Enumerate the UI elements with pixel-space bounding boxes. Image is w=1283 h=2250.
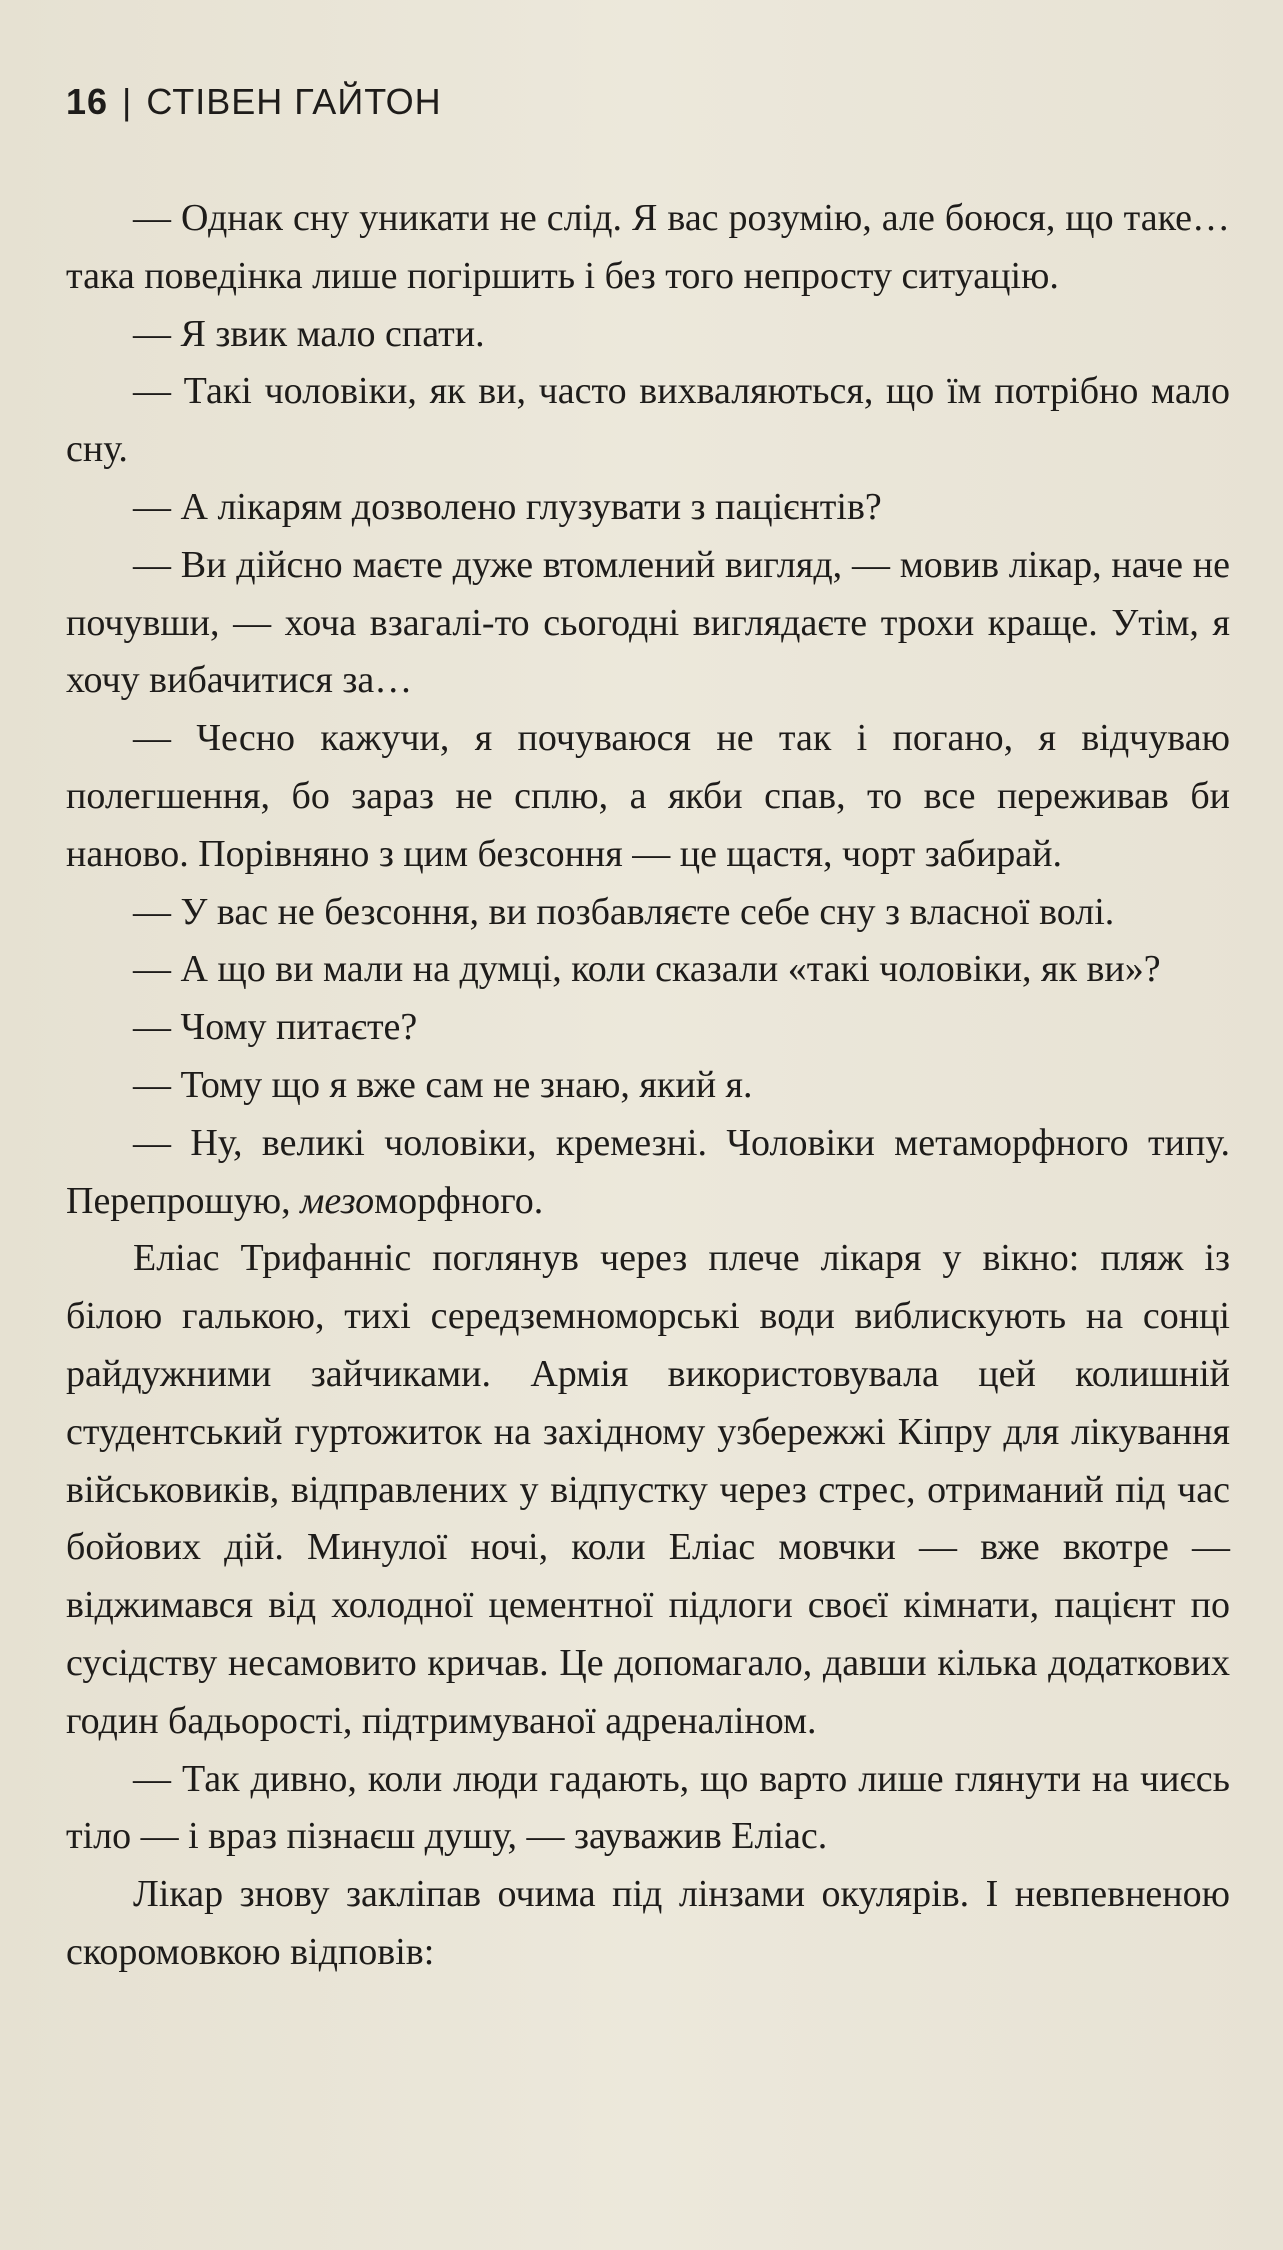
author-name: СТІВЕН ГАЙТОН: [146, 81, 442, 122]
body-text: [66, 190, 1230, 1982]
paragraph: — Так дивно, коли люди гадають, що варто лише глянути на чиєсь тіло — і враз пізнаєш душу, — зауважив Еліас.: [66, 1757, 1230, 1858]
paragraph: — Чесно кажучи, я почуваюся не так і погано, я відчуваю полегшення, бо зараз не сплю, а якби спав, то все переживав би наново. Порівняно з цим безсоння — це щастя, чорт забирай.: [66, 717, 1230, 875]
paragraph: — А що ви мали на думці, коли сказали «такі чоловіки, як ви»?: [133, 948, 1161, 991]
emphasis-text: мезо: [300, 1179, 375, 1222]
paragraph: — Ви дійсно маєте дуже втомлений вигляд, — мовив лікар, наче не почувши, — хоча взагалі-то сьогодні виглядаєте трохи краще. Утім, я хочу вибачитися за…: [66, 543, 1230, 702]
paragraph: — Однак сну уникати не слід. Я вас розумію, але боюся, що таке… така поведінка лише погіршить і без того непросту ситуацію.: [66, 197, 1230, 297]
paragraph-text: морфного.: [374, 1179, 544, 1222]
paragraph-text: — Ну, великі чоловіки, кремезні. Чоловіки метаморфного типу. Перепрошую,: [66, 1121, 1230, 1222]
paragraph: — У вас не безсоння, ви позбавляєте себе сну з власної волі.: [133, 890, 1115, 933]
paragraph: — А лікарям дозволено глузувати з пацієнтів?: [133, 485, 882, 528]
header-separator: |: [122, 81, 133, 122]
paragraph: — Тому що я вже сам не знаю, який я.: [133, 1063, 753, 1106]
running-header: [66, 81, 442, 122]
page-number: 16: [66, 81, 109, 122]
paragraph: — Я звик мало спати.: [133, 312, 485, 355]
paragraph: Лікар знову закліпав очима під лінзами окулярів. І невпевненою скоромовкою відповів:: [66, 1873, 1230, 1973]
paragraph: — Такі чоловіки, як ви, часто вихваляються, що їм потрібно мало сну.: [66, 370, 1230, 471]
paragraph: [66, 1115, 1230, 1231]
paragraph: — Чому питаєте?: [133, 1006, 418, 1049]
paragraph: Еліас Трифанніс поглянув через плече лікаря у вікно: пляж із білою галькою, тихі середземноморські води виблискують на сонці райдужними зайчиками. Армія використовувала цей колишній студентський гуртожиток на західному узбережжі Кіпру для лікування військовиків, відправлених у відпустку через стрес, отриманий під час бойових дій. Минулої ночі, коли Еліас мовчки — вже вкотре — віджимався від холодної цементної підлоги своєї кімнати, пацієнт по сусідству несамовито кричав. Це допомагало, давши кілька додаткових годин бадьорості, підтримуваної адреналіном.: [66, 1237, 1230, 1742]
